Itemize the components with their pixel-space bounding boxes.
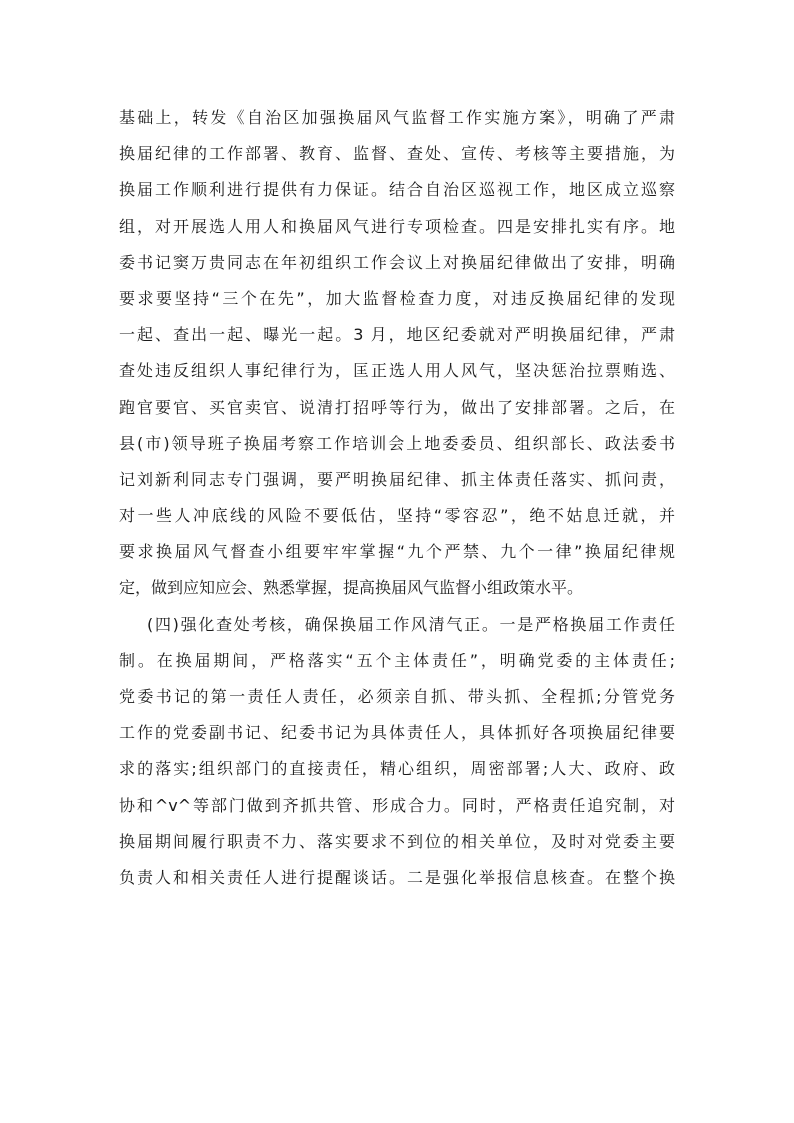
text-line: 组，对开展选人用人和换届风气进行专项检查。四是安排扎实有序。地 [119, 216, 675, 236]
text-line: 跑官要官、买官卖官、说清打招呼等行为，做出了安排部署。之后，在 [119, 397, 675, 417]
text-line: 制。在换届期间，严格落实“五个主体责任”，明确党委的主体责任; [119, 650, 675, 670]
text-line: 一起、查出一起、曝光一起。3 月，地区纪委就对严明换届纪律，严肃 [119, 325, 675, 345]
text-line: 对一些人冲底线的风险不要低估，坚持“零容忍”，绝不姑息迁就，并 [119, 506, 675, 526]
text-line: 记刘新利同志专门强调，要严明换届纪律、抓主体责任落实、抓问责， [119, 469, 675, 489]
text-line: 换届工作顺利进行提供有力保证。结合自治区巡视工作，地区成立巡察 [119, 180, 675, 200]
text-line: 委书记窦万贵同志在年初组织工作会议上对换届纪律做出了安排，明确 [119, 252, 675, 272]
text-line: 工作的党委副书记、纪委书记为具体责任人，具体抓好各项换届纪律要 [119, 723, 675, 743]
text-line: 换届期间履行职责不力、落实要求不到位的相关单位，及时对党委主要 [119, 831, 675, 851]
text-line: 基础上，转发《自治区加强换届风气监督工作实施方案》，明确了严肃 [119, 108, 675, 127]
text-line: 党委书记的第一责任人责任，必须亲自抓、带头抓、全程抓;分管党务 [119, 687, 675, 706]
section-heading-line: (四)强化查处考核，确保换届工作风清气正。一是严格换届工作责任 [147, 614, 675, 634]
text-line: 县(市)领导班子换届考察工作培训会上地委委员、组织部长、政法委书 [119, 433, 675, 453]
text-line: 协和^v^等部门做到齐抓共管、形成合力。同时，严格责任追究制，对 [119, 795, 675, 815]
text-line: 换届纪律的工作部署、教育、监督、查处、宣传、考核等主要措施，为 [119, 144, 675, 164]
paragraph-end-line: 定，做到应知应会、熟悉掌握，提高换届风气监督小组政策水平。 [119, 578, 584, 598]
text-line: 求的落实;组织部门的直接责任，精心组织，周密部署;人大、政府、政 [119, 759, 675, 779]
body-text [119, 100, 675, 896]
text-line: 查处违反组织人事纪律行为，匡正选人用人风气，坚决惩治拉票贿选、 [119, 361, 675, 381]
text-line: 负责人和相关责任人进行提醒谈话。二是强化举报信息核查。在整个换 [119, 867, 675, 887]
text-line: 要求换届风气督查小组要牢牢掌握“九个严禁、九个一律”换届纪律规 [119, 542, 675, 562]
text-line: 要求要坚持“三个在先”，加大监督检查力度，对违反换届纪律的发现 [119, 288, 675, 308]
